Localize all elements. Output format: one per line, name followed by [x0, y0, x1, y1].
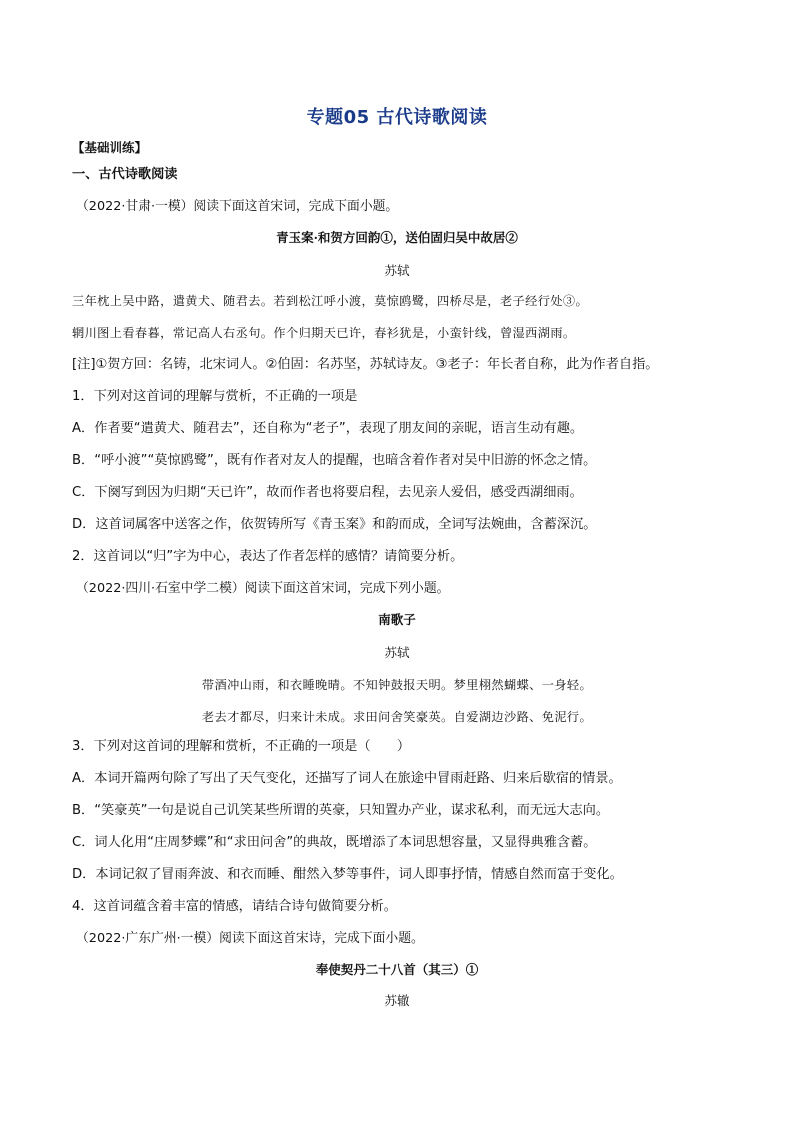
question-1: 1．下列对这首词的理解与赏析，不正确的一项是: [72, 389, 358, 404]
passage2-poem-line: 老去才都尽，归来计未成。求田问舍笑豪英。自爱湖边沙路、免泥行。: [201, 710, 593, 724]
question-1-option-b: B．“呼小渡”“莫惊鸥鹭”，既有作者对友人的提醒，也暗含着作者对吴中旧游的怀念之情。: [72, 453, 597, 468]
passage1-poem-line: 三年枕上吴中路，遣黄犬、随君去。若到松江呼小渡，莫惊鸥鹭，四桥尽是，老子经行处③。: [72, 294, 589, 308]
passage1-poem-line: 辋川图上看春暮，常记高人右丞句。作个归期天已许，春衫犹是，小蛮针线，曾湿西湖雨。: [72, 326, 576, 340]
question-3-option-d: D．本词记叙了冒雨奔波、和衣而睡、酣然入梦等事件，词人即事抒情，情感自然而富于变化。: [72, 867, 623, 882]
passage3-poem-title: 奉使契丹二十八首（其三）①: [315, 962, 479, 977]
passage2-poem-title: 南歌子: [378, 612, 416, 627]
passage1-author: 苏轼: [384, 263, 410, 278]
passage1-note: [注]①贺方回：名铸，北宋词人。②伯固：名苏坚，苏轼诗友。③老子：年长者自称，此为作者自指。: [72, 357, 659, 372]
question-3-option-a: A．本词开篇两句除了写出了天气变化，还描写了词人在旅途中冒雨赶路、归来后歇宿的情景。: [72, 771, 622, 786]
passage2-author: 苏轼: [384, 645, 410, 660]
question-3-option-c: C．词人化用“庄周梦蝶”和“求田问舍”的典故，既增添了本词思想容量，又显得典雅含蓄。: [72, 835, 597, 850]
passage1-source: （2022·甘肃·一模）阅读下面这首宋词，完成下面小题。: [76, 199, 399, 214]
page-title: 专题05 古代诗歌阅读: [306, 107, 488, 128]
passage2-poem-line: 带酒冲山雨，和衣睡晚晴。不知钟鼓报天明。梦里栩然蝴蝶、一身轻。: [201, 678, 593, 692]
question-1-option-d: D．这首词属客中送客之作，依贺铸所写《青玉案》和韵而成，全词写法婉曲，含蓄深沉。: [72, 517, 597, 532]
passage1-poem-title: 青玉案·和贺方回韵①，送伯固归吴中故居②: [276, 230, 518, 245]
question-1-option-c: C．下阕写到因为归期“天已许”，故而作者也将要启程，去见亲人爱侣，感受西湖细雨。: [72, 485, 583, 500]
section-heading: 一、古代诗歌阅读: [72, 167, 178, 182]
section-tag: 【基础训练】: [72, 140, 148, 155]
question-4: 4．这首词蕴含着丰富的情感，请结合诗句做简要分析。: [72, 899, 397, 914]
question-2: 2．这首词以“归”字为中心，表达了作者怎样的感情？请简要分析。: [72, 549, 464, 564]
question-3: 3．下列对这首词的理解和赏析，不正确的一项是（ ）: [72, 739, 411, 754]
question-3-option-b: B．“笑豪英”一句是说自己讥笑某些所谓的英豪，只知置办产业，谋求私利，而无远大志向。: [72, 803, 610, 818]
question-1-option-a: A．作者要“遣黄犬、随君去”，还自称为“老子”，表现了朋友间的亲昵，语言生动有趣。: [72, 421, 584, 436]
passage3-author: 苏辙: [384, 993, 410, 1008]
passage3-source: （2022·广东广州·一模）阅读下面这首宋诗，完成下面小题。: [76, 931, 424, 946]
passage2-source: （2022·四川·石室中学二模）阅读下面这首宋词，完成下列小题。: [76, 581, 450, 596]
